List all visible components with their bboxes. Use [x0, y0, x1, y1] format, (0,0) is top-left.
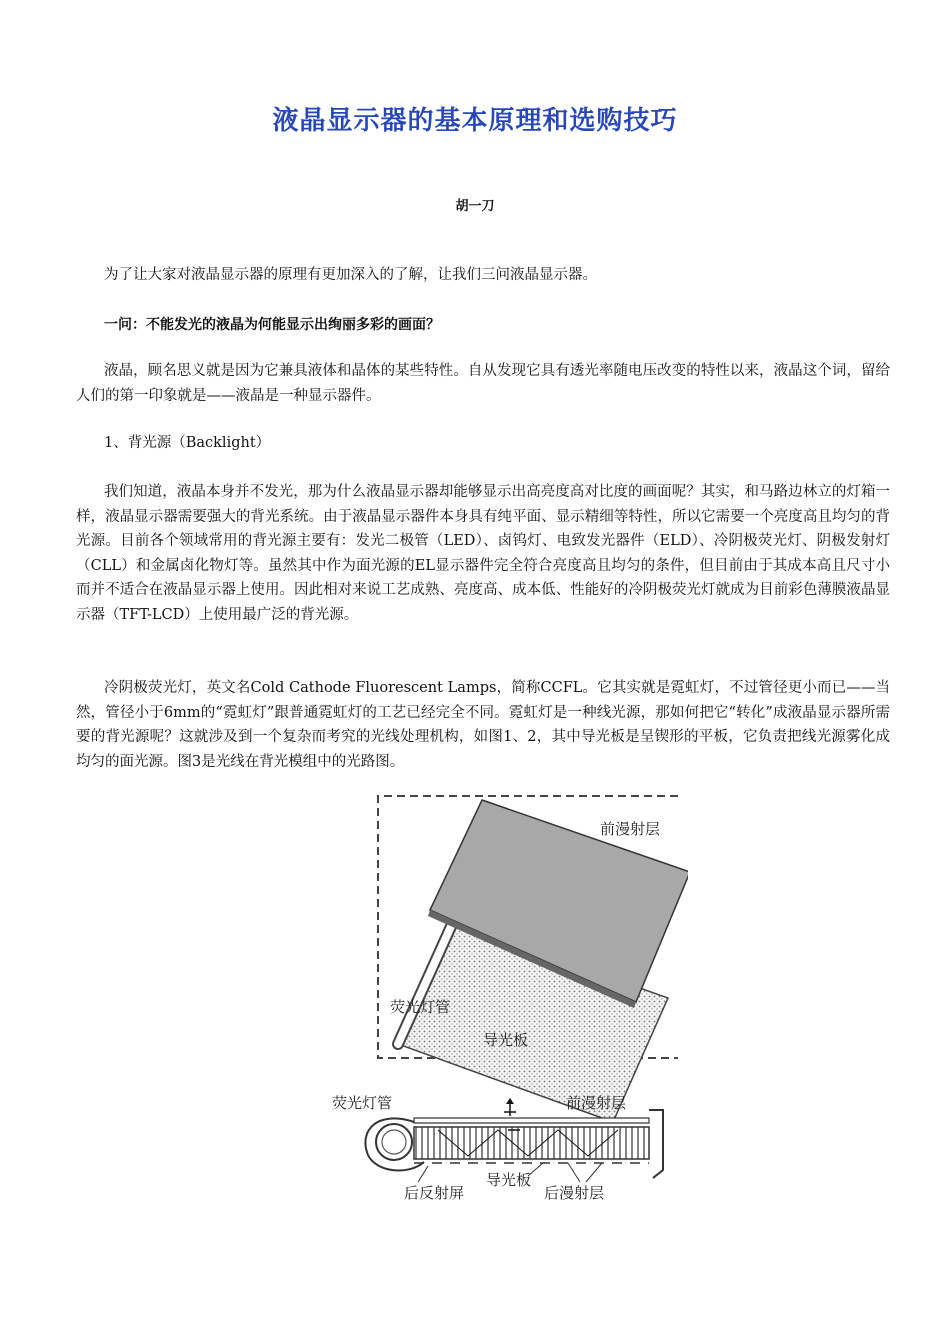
label-rear-diffuser: 后漫射层	[544, 1184, 605, 1202]
label-light-guide: 导光板	[483, 1031, 529, 1049]
backlight-diagram	[318, 790, 688, 1210]
backlight-module-figure	[318, 790, 688, 1210]
label-light-guide-2: 导光板	[486, 1171, 532, 1189]
light-guide-layer	[414, 1127, 649, 1159]
intro-paragraph: 为了让大家对液晶显示器的原理有更加深入的了解，让我们三问液晶显示器。	[104, 267, 597, 283]
label-front-diffuser: 前漫射层	[600, 820, 661, 838]
question-one-heading: 一问：不能发光的液晶为何能显示出绚丽多彩的画面？	[104, 317, 440, 333]
author-name: 胡一刀	[455, 199, 495, 214]
document-title: 液晶显示器的基本原理和选购技巧	[272, 106, 678, 136]
label-front-diffuser-2: 前漫射层	[566, 1094, 627, 1112]
ccfl-paragraph: 冷阴极荧光灯，英文名Cold Cathode Fluorescent Lamps，简称CCFL。它其实就是霓虹灯，不过管径更小而已——当然，管径小于6mm的“霓虹灯”跟普通霓虹灯的工艺已经完全不同。霓虹灯是一种线光源，那如何把它“转化”成液晶显示器所需要的背光源呢？这就涉及到一个复杂而考究的光线处理机构，如图1、2，其中导光板是呈锲形的平板，它负责把线光源雾化成均匀的面光源。图3是光线在背光模组中的光路图。	[76, 680, 890, 770]
figure-two	[332, 1094, 663, 1202]
figure-one	[378, 796, 688, 1122]
label-lamp-tube-2: 荧光灯管	[332, 1094, 393, 1112]
front-diffuser-layer	[414, 1118, 649, 1123]
label-rear-reflector: 后反射屏	[404, 1184, 465, 1202]
liquid-crystal-paragraph: 液晶，顾名思义就是因为它兼具液体和晶体的某些特性。自从发现它具有透光率随电压改变的特性以来，液晶这个词，留给人们的第一印象就是——液晶是一种显示器件。	[76, 363, 890, 404]
backlight-section-heading: 1、背光源（Backlight）	[104, 435, 271, 451]
label-lamp-tube: 荧光灯管	[390, 998, 451, 1016]
backlight-paragraph: 我们知道，液晶本身并不发光，那为什么液晶显示器却能够显示出高亮度高对比度的画面呢？其实，和马路边林立的灯箱一样，液晶显示器需要强大的背光系统。由于液晶显示器件本身具有纯平面、显示精细等特性，所以它需要一个亮度高且均匀的背光源。目前各个领域常用的背光源主要有：发光二极管（LED）、卤钨灯、电致发光器件（ELD）、冷阴极荧光灯、阴极发射灯（CLL）和金属卤化物灯等。虽然其中作为面光源的EL显示器件完全符合亮度高且均匀的条件，但目前由于其成本高且尺寸小而并不适合在液晶显示器上使用。因此相对来说工艺成熟、亮度高、成本低、性能好的冷阴极荧光灯就成为目前彩色薄膜液晶显示器（TFT-LCD）上使用最广泛的背光源。	[76, 484, 890, 623]
